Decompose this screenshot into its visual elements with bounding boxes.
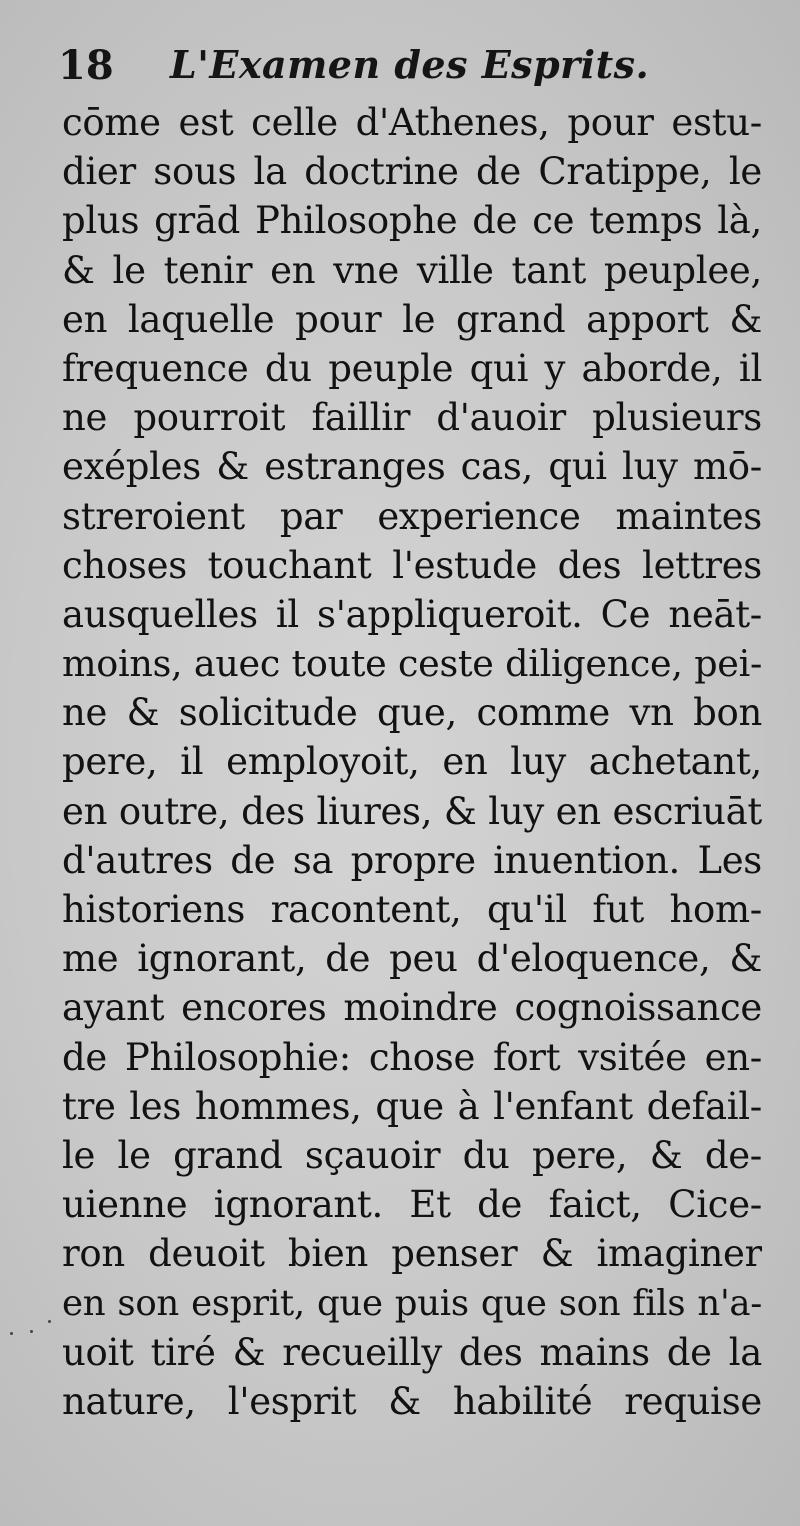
text-line: me ignorant, de peu d'eloquence, & (62, 937, 762, 981)
page-number: 18 (58, 42, 114, 89)
text-line: en son esprit, que puis que son fils n'a- (62, 1282, 762, 1324)
text-line: ayant encores moindre cognoissance (62, 986, 762, 1030)
text-line: ron deuoit bien penser & imaginer (62, 1232, 762, 1276)
text-line: frequence du peuple qui y aborde, il (62, 346, 762, 390)
text-line: choses touchant l'estude des lettres (62, 543, 762, 587)
text-line: cōme est celle d'Athenes, pour estu- (62, 101, 762, 144)
text-line: en outre, des liures, & luy en escriuāt (62, 789, 762, 833)
text-line: uoit tiré & recueilly des mains de la (62, 1330, 762, 1374)
text-line: de Philosophie: chose fort vsitée en- (62, 1035, 762, 1079)
text-line: le le grand sçauoir du pere, & de- (62, 1133, 762, 1177)
running-title: L'Examen des Esprits. (170, 42, 650, 87)
text-line: & le tenir en vne ville tant peuplee, (62, 248, 762, 292)
text-line: nature, l'esprit & habilité requise (62, 1379, 762, 1423)
text-line: d'autres de sa propre inuention. Les (62, 838, 762, 882)
text-line: uienne ignorant. Et de faict, Cice- (62, 1183, 762, 1227)
text-line: streroient par experience maintes (62, 494, 762, 538)
text-line: exéples & estranges cas, qui luy mō- (62, 445, 762, 489)
text-line: pere, il employoit, en luy achetant, (62, 740, 762, 784)
paper-speck (10, 1332, 13, 1335)
text-line: moins, auec toute ceste diligence, pei- (62, 642, 762, 686)
text-line: tre les hommes, que à l'enfant defail- (62, 1084, 762, 1128)
text-line: dier sous la doctrine de Cratippe, le (62, 150, 762, 194)
body-text (62, 98, 762, 1426)
text-line: ne & solicitude que, comme vn bon (62, 691, 762, 735)
text-line: ne pourroit faillir d'auoir plusieurs (62, 396, 762, 440)
text-line: plus grād Philosophe de ce temps là, (62, 199, 762, 243)
paper-speck (30, 1330, 33, 1333)
text-line: en laquelle pour le grand apport & (62, 297, 762, 341)
text-line: ausquelles il s'appliqueroit. Ce neāt- (62, 592, 762, 636)
page-header (58, 36, 758, 98)
paper-speck (48, 1320, 51, 1323)
text-line: historiens racontent, qu'il fut hom- (62, 888, 762, 931)
